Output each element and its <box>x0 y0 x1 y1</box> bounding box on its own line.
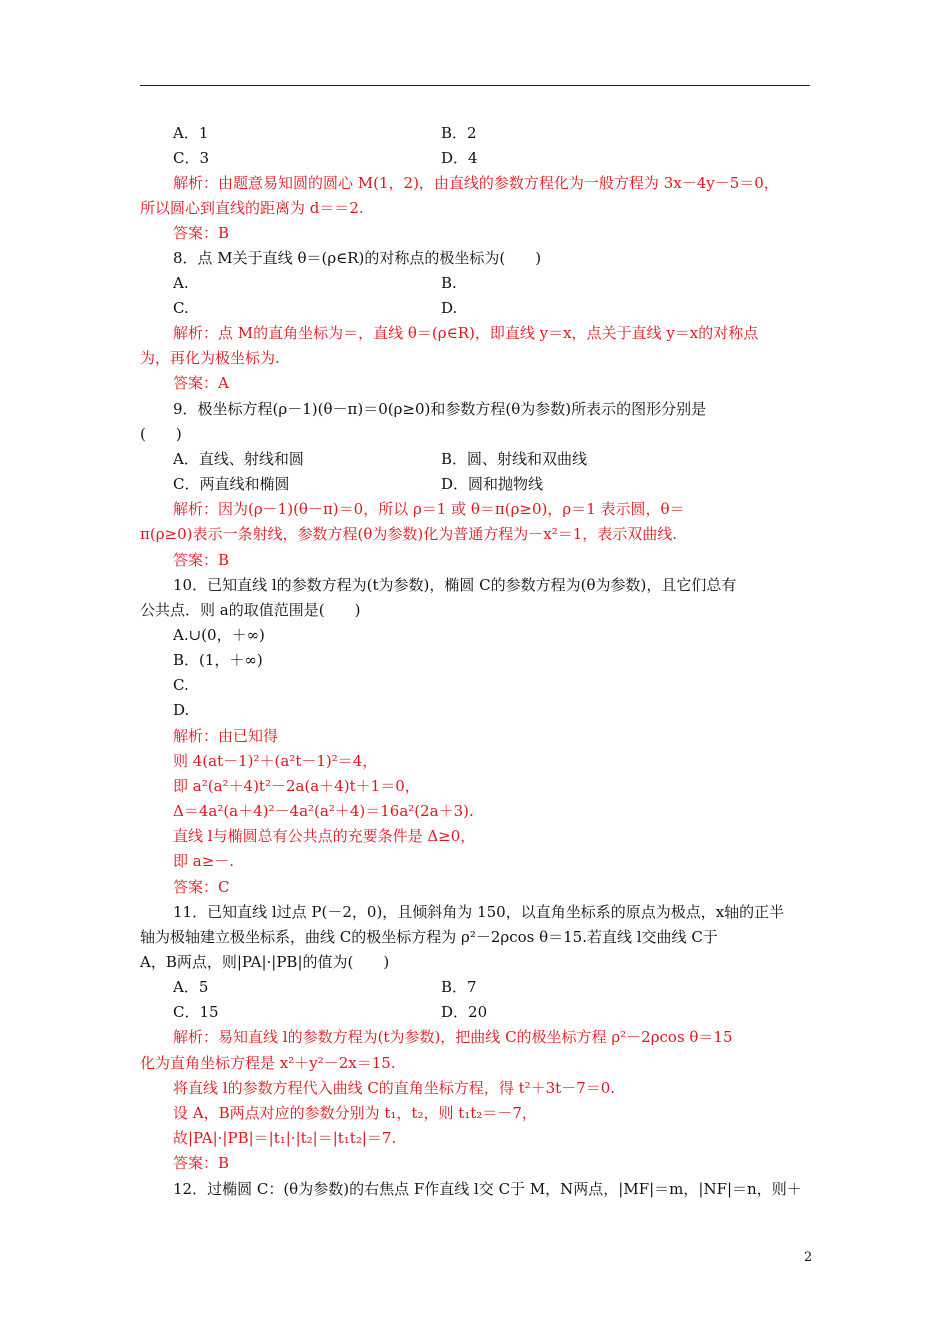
q8-answer: 答案：A <box>173 374 229 392</box>
q9-opt-a: A．直线、射线和圆 <box>173 450 304 468</box>
q11-analysis-3: 将直线 l的参数方程代入曲线 C的直角坐标方程，得 t²＋3t－7＝0. <box>173 1079 616 1097</box>
q11-question-3: A，B两点，则|PA|·|PB|的值为( ) <box>140 953 390 971</box>
q9-answer: 答案：B <box>173 551 230 569</box>
q11-opt-b: B．7 <box>441 978 477 996</box>
q10-analysis-3: 即 a²(a²＋4)t²－2a(a＋4)t＋1＝0， <box>173 777 420 795</box>
q8-analysis-2: 为，再化为极坐标为. <box>140 349 280 367</box>
q9-opt-b: B．圆、射线和双曲线 <box>441 450 588 468</box>
q10-analysis-2: 则 4(at－1)²＋(a²t－1)²＝4， <box>173 752 378 770</box>
q9-opt-d: D．圆和抛物线 <box>441 475 544 493</box>
q11-analysis-1: 解析：易知直线 l的参数方程为(t为参数)，把曲线 C的极坐标方程 ρ²－2ρcos θ＝15 <box>173 1028 733 1046</box>
q11-opt-c: C．15 <box>173 1003 219 1021</box>
q9-analysis-2: π(ρ≥0)表示一条射线，参数方程(θ为参数)化为普通方程为－x²＝1，表示双曲线. <box>140 525 678 543</box>
q10-answer: 答案：C <box>173 878 230 896</box>
q11-answer: 答案：B <box>173 1154 230 1172</box>
q10-analysis-5: 直线 l与椭圆总有公共点的充要条件是 Δ≥0， <box>173 827 476 845</box>
q7-answer: 答案：B <box>173 224 230 242</box>
page-number: 2 <box>804 1250 813 1265</box>
q9-opt-c: C．两直线和椭圆 <box>173 475 290 493</box>
q11-analysis-5: 故|PA|·|PB|＝|t₁|·|t₂|＝|t₁t₂|＝7. <box>173 1129 397 1147</box>
q11-question-1: 11．已知直线 l过点 P(－2，0)，且倾斜角为 150，以直角坐标系的原点为极点，x轴的正半 <box>173 903 785 921</box>
q8-opt-c: C. <box>173 299 189 317</box>
q10-opt-a: A.∪(0，＋∞) <box>173 626 265 644</box>
q11-analysis-4: 设 A，B两点对应的参数分别为 t₁，t₂，则 t₁t₂＝－7， <box>173 1104 537 1122</box>
q8-analysis-1: 解析：点 M的直角坐标为＝，直线 θ＝(ρ∈R)，即直线 y＝x，点关于直线 y＝x的对称点 <box>173 324 759 342</box>
q7-analysis-2: 所以圆心到直线的距离为 d＝＝2. <box>140 199 364 217</box>
q9-question-2: ( ) <box>140 425 182 443</box>
q8-opt-b: B. <box>441 274 457 292</box>
q10-question-1: 10．已知直线 l的参数方程为(t为参数)，椭圆 C的参数方程为(θ为参数)，且它们总有 <box>173 576 737 594</box>
q7-opt-c: C．3 <box>173 149 210 167</box>
q7-opt-a: A．1 <box>173 124 209 142</box>
q11-opt-a: A．5 <box>173 978 209 996</box>
q7-analysis-1: 解析：由题意易知圆的圆心 M(1，2)，由直线的参数方程化为一般方程为 3x－4y－5＝0， <box>173 174 779 192</box>
q12-question-1: 12．过椭圆 C：(θ为参数)的右焦点 F作直线 l交 C于 M，N两点，|MF|＝m，|NF|＝n，则＋ <box>173 1180 802 1198</box>
q11-question-2: 轴为极轴建立极坐标系，曲线 C的极坐标方程为 ρ²－2ρcos θ＝15.若直线 l交曲线 C于 <box>140 928 718 946</box>
q10-analysis-1: 解析：由已知得 <box>173 727 279 745</box>
q8-opt-d: D. <box>441 299 458 317</box>
q9-analysis-1: 解析：因为(ρ－1)(θ－π)＝0，所以 ρ＝1 或 θ＝π(ρ≥0)，ρ＝1 表示圆，θ＝ <box>173 500 685 518</box>
q8-opt-a: A. <box>173 274 189 292</box>
q11-analysis-2: 化为直角坐标方程是 x²＋y²－2x＝15. <box>140 1054 396 1072</box>
q10-analysis-6: 即 a≥－. <box>173 852 235 870</box>
q9-question-1: 9．极坐标方程(ρ－1)(θ－π)＝0(ρ≥0)和参数方程(θ为参数)所表示的图形分别是 <box>173 400 707 418</box>
q10-analysis-4: Δ＝4a²(a＋4)²－4a²(a²＋4)＝16a²(2a＋3). <box>173 802 474 820</box>
q7-opt-d: D．4 <box>441 149 478 167</box>
q10-opt-c: C. <box>173 676 189 694</box>
q10-opt-d: D. <box>173 701 190 719</box>
q10-opt-b: B．(1，＋∞) <box>173 651 263 669</box>
q7-opt-b: B．2 <box>441 124 477 142</box>
header-rule <box>140 85 810 86</box>
q8-question: 8．点 M关于直线 θ＝(ρ∈R)的对称点的极坐标为( ) <box>173 249 542 267</box>
q10-question-2: 公共点．则 a的取值范围是( ) <box>140 601 361 619</box>
q11-opt-d: D．20 <box>441 1003 488 1021</box>
